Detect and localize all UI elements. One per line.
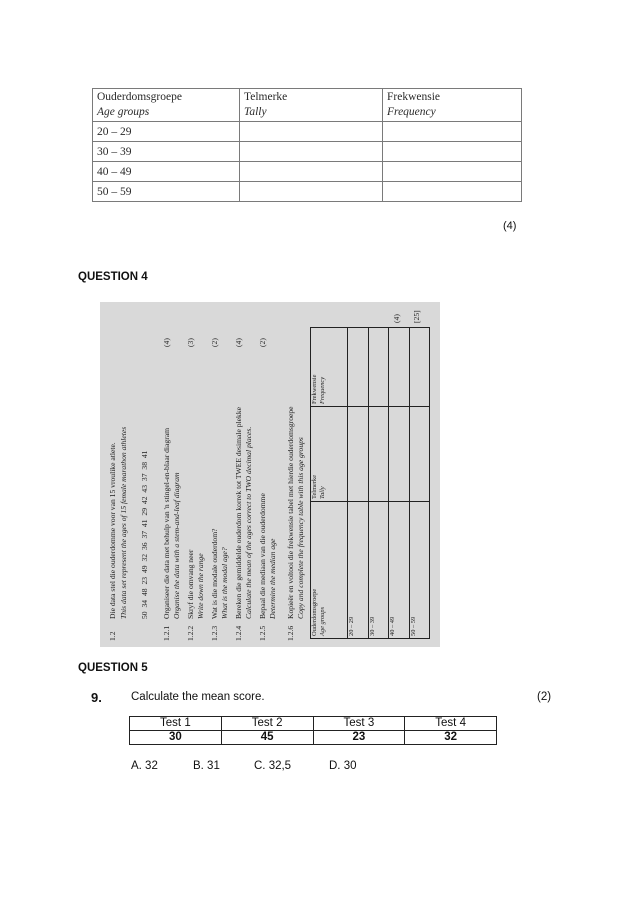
test-score: 30 (130, 731, 222, 745)
header-en: Frequency (387, 106, 436, 118)
frequency-cell (409, 328, 429, 407)
header-af: Ouderdomsgroepe (97, 91, 182, 103)
test-score: 32 (405, 731, 497, 745)
question-mark: (2) (537, 691, 552, 703)
item-af: Bereken die gemiddelde ouderdom korrek tot TWEE desimale plekke (234, 407, 243, 619)
table-row (348, 328, 368, 639)
scan-header-age-groups (311, 502, 348, 639)
scan-header-frequency (311, 328, 348, 407)
test-score-row (130, 731, 497, 745)
table-row (93, 122, 522, 142)
item-af: Bepaal die mediaan van die ouderdomme (258, 493, 267, 619)
header-tally (240, 89, 383, 122)
tally-cell (240, 162, 383, 182)
header-af: Telmerke (244, 91, 288, 103)
item-mark: (2) (210, 338, 219, 347)
table-row (93, 162, 522, 182)
age-group-cell: 30 – 39 (368, 502, 388, 639)
test-header: Test 2 (221, 717, 313, 731)
test-score: 23 (313, 731, 405, 745)
table-row (93, 142, 522, 162)
scan-end-mark: (4) (392, 314, 401, 323)
item-en: Copy and complete the frequency table with this age groups (296, 437, 305, 619)
age-group-cell: 30 – 39 (93, 142, 240, 162)
header-en: Age groups (319, 606, 326, 636)
tally-cell (240, 182, 383, 202)
question-4-heading: QUESTION 4 (78, 271, 148, 283)
frequency-cell (383, 122, 522, 142)
item-en: Write down the range (196, 553, 205, 619)
item-number: 1.2.3 (210, 625, 219, 641)
table-row (93, 182, 522, 202)
scan-intro-en: This data set represent the ages of 15 female marathon athletes (119, 426, 128, 619)
age-group-cell: 20 – 29 (93, 122, 240, 142)
test-scores-table (129, 716, 497, 745)
item-en: Determine the median age (268, 538, 277, 619)
tally-cell (240, 142, 383, 162)
frequency-table-header (93, 89, 522, 122)
table-row (389, 328, 409, 639)
header-af: Frekwensie (311, 374, 318, 404)
tally-cell (389, 407, 409, 502)
test-header: Test 1 (130, 717, 222, 731)
header-en: Tally (244, 106, 267, 118)
option-a: A. 32 (131, 760, 158, 772)
scan-question-number: 1.2 (108, 631, 117, 641)
question-number: 9. (91, 690, 102, 705)
test-score: 45 (221, 731, 313, 745)
scan-header-tally (311, 407, 348, 502)
header-af: Telmerke (311, 474, 318, 499)
frequency-cell (389, 328, 409, 407)
tally-cell (368, 407, 388, 502)
item-number: 1.2.5 (258, 625, 267, 641)
marks-label: (4) (503, 220, 517, 232)
header-en: Age groups (97, 106, 150, 118)
item-af: Organiseer die data met behulp van 'n stingel-en-blaar diagram (162, 427, 171, 619)
scan-data-values: 50 34 48 23 49 32 36 37 41 29 42 43 37 38 41 (140, 450, 149, 619)
item-number: 1.2.4 (234, 625, 243, 641)
question-text: Calculate the mean score. (131, 691, 265, 703)
scan-intro-af: Die data stel die ouderdomme voor van 15 vroulike atlete. (108, 442, 117, 619)
tally-cell (409, 407, 429, 502)
rotated-scan-image (100, 302, 440, 647)
item-mark: (2) (258, 338, 267, 347)
header-af: Ouderdomsgroepe (311, 588, 318, 636)
test-header-row (130, 717, 497, 731)
item-number: 1.2.1 (162, 625, 171, 641)
header-frequency (383, 89, 522, 122)
item-af: Kopieër en voltooi die frekwensie tabel met hierdie ouderdomsgroepe (286, 406, 295, 619)
item-af: Wat is die modale ouderdom? (210, 528, 219, 619)
scan-frequency-table (310, 327, 430, 639)
item-en: What is the modal age? (220, 547, 229, 619)
rotated-scan-content (100, 302, 440, 647)
frequency-cell (383, 182, 522, 202)
frequency-cell (383, 142, 522, 162)
item-number: 1.2.6 (286, 625, 295, 641)
header-en: Frequency (319, 376, 326, 404)
age-group-cell: 50 – 59 (409, 502, 429, 639)
option-c: C. 32,5 (254, 760, 292, 772)
item-mark: (4) (162, 338, 171, 347)
header-af: Frekwensie (387, 91, 441, 103)
test-header: Test 3 (313, 717, 405, 731)
age-group-cell: 20 – 29 (348, 502, 368, 639)
item-en: Calculate the mean of the ages correct to TWO decimal places. (244, 426, 253, 619)
header-age-groups (93, 89, 240, 122)
age-group-cell: 50 – 59 (93, 182, 240, 202)
item-mark: (4) (234, 338, 243, 347)
age-group-cell: 40 – 49 (93, 162, 240, 182)
table-row (409, 328, 429, 639)
option-b: B. 31 (193, 760, 220, 772)
frequency-table (92, 88, 522, 202)
item-af: Skryf die omvang neer (186, 549, 195, 619)
scan-total: [25] (412, 310, 421, 323)
item-en: Organise the data with a stem-and-leaf diagram (172, 472, 181, 619)
question-5-heading: QUESTION 5 (78, 662, 148, 674)
header-en: Tally (319, 486, 326, 499)
scan-table-header (311, 328, 348, 639)
age-group-cell: 40 – 49 (389, 502, 409, 639)
frequency-cell (348, 328, 368, 407)
tally-cell (348, 407, 368, 502)
tally-cell (240, 122, 383, 142)
test-header: Test 4 (405, 717, 497, 731)
item-mark: (3) (186, 338, 195, 347)
option-d: D. 30 (329, 760, 357, 772)
item-number: 1.2.2 (186, 625, 195, 641)
table-row (368, 328, 388, 639)
frequency-cell (383, 162, 522, 182)
frequency-cell (368, 328, 388, 407)
